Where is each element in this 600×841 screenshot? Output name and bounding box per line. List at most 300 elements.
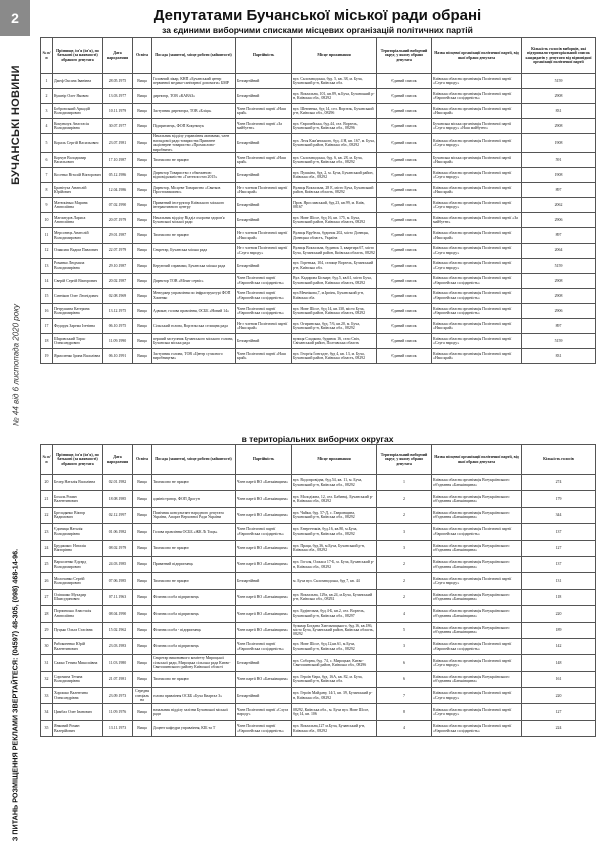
table-row (41, 228, 596, 243)
table-row (41, 213, 596, 228)
table-cell: вул. Склозаводська, буд. 6, кв. 28, м. Буча, Бучанський р-н, Київська обл., 08292 (292, 153, 377, 168)
table-row (41, 589, 596, 605)
section2-title: в територіальних виборчих округах (241, 434, 394, 444)
table-cell: 137 (522, 556, 596, 572)
table-row (41, 556, 596, 572)
table-cell: Оляксиш Вадим Павлович (53, 243, 103, 258)
table-cell: 179 (522, 491, 596, 507)
table-cell: 2 (377, 573, 432, 589)
table-cell: 24 (41, 540, 53, 556)
table-cell: 1908 (522, 134, 596, 153)
table-cell: Київська обласна організація Політичної партії «Європейська солідарність» (432, 89, 522, 104)
table-cell: Ярмоленко Ірина Василівна (53, 349, 103, 364)
table-cell: Вища (133, 134, 152, 153)
table-cell: Член партії ВО «Батьківщина» (236, 671, 292, 687)
table-cell: Не є членом Політичної партії «Наш край» (236, 183, 292, 198)
table2-header-cell: № п/п (41, 445, 53, 475)
table-cell: Вища (133, 288, 152, 303)
table-cell: Безпартійний (236, 258, 292, 273)
table-cell: Член Політичної партії «Наш край» (236, 153, 292, 168)
table-cell: 01.06.1982 (103, 524, 133, 540)
table-cell: 21 (41, 491, 53, 507)
table-row (41, 606, 596, 622)
table-cell: Київська обласна організація Політичної партії «Європейська солідарність» (432, 303, 522, 318)
table-cell: Київська обласна організація Політичної партії «Наш край» (432, 183, 522, 198)
table-cell: Єдиний список (377, 134, 432, 153)
table-cell: 13 (41, 258, 53, 273)
table-cell: Вища (133, 589, 152, 605)
table-cell: Сверій Сергій Вікторович (53, 273, 103, 288)
table-cell: 08292, Київська обл., м. Буча вул. Нове Шосе, буд 14, кв. 106 (292, 704, 377, 720)
table1-header-row (41, 38, 596, 74)
table-cell: 08.02.1979 (103, 540, 133, 556)
table-cell: Вища (133, 168, 152, 183)
table-cell: 5 (41, 134, 53, 153)
table-cell: начальник відділу залізни Бучанської міської ради (152, 704, 236, 720)
table-row (41, 273, 596, 288)
table-cell: Єдиний список (377, 119, 432, 134)
table-cell: Кокуньчук Анастасія Володимирівна (53, 119, 103, 134)
table-cell: 12 (41, 243, 53, 258)
table-cell: Вища (133, 89, 152, 104)
table-cell: Київська обласна організація Всеукраїнського об'єднання «Батьківщина» (432, 491, 522, 507)
table-cell: Безпартійний (236, 334, 292, 349)
table1-header-cell: Дата народження (103, 38, 133, 74)
table-cell: 2906 (522, 303, 596, 318)
table-cell: Бобровський Аркадій Володимирович (53, 104, 103, 119)
table-cell: вулиця Сладкова, будинок 16, село Свіч, Свічанський район, Полтавська область (292, 334, 377, 349)
table-cell: 2908 (522, 273, 596, 288)
table-cell: Молочанко Сергій Володимирович (53, 573, 103, 589)
table-cell: вул.Мечнікова,7, м.Ірпінь, Бучанський р-н, Київська обл. (292, 288, 377, 303)
table-cell: Тимчасово не працює (152, 228, 236, 243)
table-cell: перший заступник Бучанського міського голови, Бучанська міська рада (152, 334, 236, 349)
side-ad-text: З ПИТАНЬ РОЗМІЩЕННЯ РЕКЛАМИ ЗВЕРТАЙТЕСЯ: (04597) 48-305, (098) 468-14-96. (10, 548, 20, 841)
table-cell: Вища (133, 303, 152, 318)
page-subtitle: за єдиними виборчими списками місцевих організацій політичних партій (162, 25, 473, 35)
table-cell: Єдиниця Наталія Володимирівна (53, 524, 103, 540)
table2-header-cell: Місце проживання (292, 445, 377, 475)
table1-header-cell: № п/п (41, 38, 53, 74)
table1-body (41, 74, 596, 364)
table-cell: 344 (522, 507, 596, 523)
table-cell: Директор ТОВ «Мічиг сервіс» (152, 273, 236, 288)
table-cell: вул. Соборна, буд. 74, с. Мироцьке, Києво-Святошинський район, Київська обл., 08296 (292, 655, 377, 671)
table-cell: вул. Шевченка, буд 14, сел. Ворзель, Бучанський р-н, Київська обл., 08296 (292, 104, 377, 119)
table-cell: Єдиний список (377, 334, 432, 349)
table-cell: Безпартійний (236, 89, 292, 104)
table-cell: 8 (377, 704, 432, 720)
table-cell: Янковий Роман Валерійович (53, 720, 103, 736)
table-cell: Вища (133, 491, 152, 507)
table-cell: Кушнір Олег Якович (53, 89, 103, 104)
table-cell: Пуцько Ольга Стасівна (53, 622, 103, 638)
table1-header-cell: Кількість голосів виборців, які підтримали територіальний список кандидатів у депутати від відповідної організації політичної партії (522, 38, 596, 74)
table-cell: 28 (41, 606, 53, 622)
table-cell: 7 (41, 168, 53, 183)
table-cell: 5159 (522, 74, 596, 89)
table-cell: Вища (133, 228, 152, 243)
table-cell: Член Політичної партії «Європейська солідарність» (236, 273, 292, 288)
table-cell: Вища (133, 153, 152, 168)
table-cell: 6 (377, 655, 432, 671)
table-cell: 2 (377, 507, 432, 523)
table-row (41, 198, 596, 213)
table-cell: Шаровський Тарас Олександрович (53, 334, 103, 349)
table-cell: 131 (522, 573, 596, 589)
table-cell: вул. Молодіжна, 12, сел. Бабинці, Бучанський р-н, Київська обл., 08292 (292, 491, 377, 507)
table-cell: вул. Горенька, 104, селище Ворзель, Бучанський р-н, Київська обл. (292, 258, 377, 273)
table-cell: Київська обласна організація Всеукраїнського об'єднання «Батьківщина» (432, 540, 522, 556)
table-cell: Голова правління ОСББ «ЖК Лі Тиць» (152, 524, 236, 540)
table-cell: 224 (522, 720, 596, 736)
table-cell: Київська обласна організація Всеукраїнського об'єднання «Батьківщина» (432, 671, 522, 687)
table-cell: Директор, Місцеве Товариство «Святков Простоквашино» (152, 183, 236, 198)
table-row (41, 74, 596, 89)
table-row (41, 119, 596, 134)
table-cell: Вища (133, 273, 152, 288)
table-cell: 29.01.1987 (103, 228, 133, 243)
table-cell: 16 (41, 303, 53, 318)
table-cell: Пров. Ярославський, буд.23, кв.99, м. Київ, 08167 (292, 198, 377, 213)
table-cell: 2908 (522, 288, 596, 303)
table-cell: Вища (133, 540, 152, 556)
table-cell: 11.09.1990 (103, 334, 133, 349)
table-cell: Директор Товариство з обмеженою відповідальністю «Газтехпостач 2015» (152, 168, 236, 183)
table-cell: 1908 (522, 168, 596, 183)
table-cell: Єдиний список (377, 74, 432, 89)
table-cell: Петрушина Катерина Володимирівна (53, 303, 103, 318)
table-cell: 831 (522, 104, 596, 119)
table-row (41, 104, 596, 119)
table-cell: 13.11.1973 (103, 720, 133, 736)
table-cell: Член партії ВО «Батьківщина» (236, 556, 292, 572)
table-cell: 19 (41, 349, 53, 364)
table-cell: м. Буча вул. Склозаводська, буд 7, кв. 44 (292, 573, 377, 589)
table-cell: 13.12.1975 (103, 303, 133, 318)
table-cell: Член Політичної партії «Європейська солідарність» (236, 638, 292, 654)
table-cell: Косенко Віталій Вікторович (53, 168, 103, 183)
table-cell: Київська обласна організація Політичної партії «Наш край» (432, 319, 522, 334)
table-cell: 9 (41, 198, 53, 213)
table-cell: вул. Чайки, буд. 57-Д, с. Гавронщина, Бучанський р-н, Київська обл., 08292 (292, 507, 377, 523)
table-row (41, 524, 596, 540)
table-cell: Єдиний список (377, 258, 432, 273)
table-cell: Безпартійний (236, 74, 292, 89)
table-cell: 897 (522, 319, 596, 334)
table-cell: Фізична особа підприємець (152, 606, 236, 622)
table-cell: вул. Праця, буд.36, м.Буча, Бучанський р-н, Київська обл., 08292 (292, 540, 377, 556)
table-cell: Єдиний список (377, 198, 432, 213)
table-cell: Вища (133, 119, 152, 134)
table-cell: Заступник директора, ТОВ «Бліца» (152, 104, 236, 119)
table-cell: Порчинська Анастасія Анатоліївна (53, 606, 103, 622)
table-cell: Керуючий справами, Бучанська міська рада (152, 258, 236, 273)
issue-text: № 44 від 6 листопада 2020 року (11, 304, 21, 426)
table2-header-cell: Територіальний виборчий округ, у якому обрано депутата (377, 445, 432, 475)
table-cell: 22.07.1979 (103, 243, 133, 258)
table-cell: 17.10.1987 (103, 153, 133, 168)
table-cell: Київська обласна організація Всеукраїнського об'єднання «Батьківщина» (432, 622, 522, 638)
table-cell: вул. Леся Кам'янського, буд. 4 Н, кв. 167, м. Буча, Бучанський район, Київська обл., 08292 (292, 134, 377, 153)
table-cell: Бруджикос Наталія Вікторівна (53, 540, 103, 556)
table-cell: бульвар Богдана Хмельницького, буд.16, кв.186, місто Буча, Бучанський район, Київська область, 08292 (292, 622, 377, 638)
brand-text: БУЧАНСЬКІ НОВИНИ (10, 65, 22, 185)
table-cell: Белер Наталія Василівна (53, 475, 103, 491)
table-row (41, 704, 596, 720)
table-cell: 24.03.1985 (103, 556, 133, 572)
table-row (41, 89, 596, 104)
table-cell: Корчун Володимир Васильович (53, 153, 103, 168)
table-cell: Київська обласна організація Всеукраїнського об'єднання «Батьківщина» (432, 606, 522, 622)
table-cell: Київська обласна організація Політичної партії «Слуга народу» (432, 704, 522, 720)
table-cell: Вища (133, 475, 152, 491)
table-cell: 07.02.1990 (103, 198, 133, 213)
table-cell: Федорук Зарема Ізетівна (53, 319, 103, 334)
table-cell: Рябоконенко Юрій Валентинович (53, 638, 103, 654)
table-cell: 2 (377, 491, 432, 507)
table-cell: вул. Водопровідна, буд.54, кв. 11, м. Буча, Бучанський р-н, Київська обл., 08292 (292, 475, 377, 491)
table-cell: Вища (133, 349, 152, 364)
table-cell: Київська обласна організація Всеукраїнського об'єднання «Батьківщина» (432, 507, 522, 523)
table-cell: Член Політичної партії «Європейська солідарність» (236, 524, 292, 540)
table-cell: 2908 (522, 89, 596, 104)
table-cell: 2906 (522, 213, 596, 228)
table-cell: 11.09.1976 (103, 704, 133, 720)
table-cell: Київська обласна організація Політичної партії «Наш край» (432, 228, 522, 243)
table-cell: Київська обласна організація Політичної партії «Слуга народу» (432, 573, 522, 589)
table1-header-cell: Посада (заняття), місце роботи (зайнятості) (152, 38, 236, 74)
table-cell: Приватний підприємець (152, 556, 236, 572)
table2-header-cell: Освіта (133, 445, 152, 475)
table-cell: 3 (377, 540, 432, 556)
table-cell: Єдиний список (377, 349, 432, 364)
table-cell: Бучанська міська організація Політичної партії «Слуга народу» «Наш майбутнє» (432, 119, 522, 134)
table-cell: Київська обласна організація Політичної партії «Слуга народу» (432, 258, 522, 273)
table-cell: 5159 (522, 258, 596, 273)
table-cell: Київська обласна організація Політичної партії «Слуга народу» (432, 74, 522, 89)
table-cell: Член партії ВО «Батьківщина» (236, 589, 292, 605)
table-row (41, 507, 596, 523)
table-cell: Член Політичної партії «Європейська солідарність» (236, 720, 292, 736)
table-cell: Вища (133, 556, 152, 572)
table-cell: 11.03.1980 (103, 655, 133, 671)
table-cell: 22 (41, 507, 53, 523)
table-cell: Бранітуха Анатолій Юрійович (53, 183, 103, 198)
table-cell: Єдиний список (377, 288, 432, 303)
table-cell: 32 (41, 671, 53, 687)
table-cell: Начальник відділу Відділ охорони здоров'я Бучанської міської ради (152, 213, 236, 228)
table-cell: Київська обласна організація Політичної партії «Європейська солідарність» (432, 720, 522, 736)
table-cell: Вища (133, 704, 152, 720)
table2-header-cell: Партійність (236, 445, 292, 475)
table-cell: Секретар виконавчого комітету Мироцької сільської ради, Мироцька сільська рада Києво-Святошинського району Київської області (152, 655, 236, 671)
table-cell: 30.07.1977 (103, 119, 133, 134)
table-cell: Безпартійний (236, 688, 292, 704)
table-cell: Безпартійний (236, 655, 292, 671)
party-list-deputies-table (40, 37, 596, 364)
table-cell: Член Політичної партії «Європейська солідарність» (236, 303, 292, 318)
table-cell: Київська обласна організація Політичної партії «Слуга народу» (432, 243, 522, 258)
table-cell: Не є членом Політичної партії «Наш край» (236, 319, 292, 334)
table-cell: Київська обласна організація Політичної партії «Слуга народу» (432, 334, 522, 349)
table-cell: Вулиця Врубеля, будинок 202, місто Донецьк, Донецька область, Україна (292, 228, 377, 243)
table-cell: 15 (41, 288, 53, 303)
table-cell: 20.02.1987 (103, 273, 133, 288)
table2-header-cell: Посада (заняття), місце роботи (зайнятості) (152, 445, 236, 475)
table-cell: Секретар, Бучанська міська рада (152, 243, 236, 258)
table-cell: 18.08.1985 (103, 491, 133, 507)
table-cell: 3 (377, 524, 432, 540)
table-cell: вул. Георгія Ґонгадзе, буд 4, кв. 13, м. Буча, Бучанський район, Київська область, 08292 (292, 349, 377, 364)
table-cell: 33 (41, 688, 53, 704)
table-cell: голова правління ОСББ «Буча Квартал 3» (152, 688, 236, 704)
table2-header-cell: Назва місцевої організації політичної партії, від якої обрано депутата (432, 445, 522, 475)
table-row (41, 134, 596, 153)
table-cell: вул. Склозаводська, буд. 5, кв. 38, м. Буча, Бучанський р-н, Київська обл. (292, 74, 377, 89)
table-cell: Цимбал Олег Іванович (53, 704, 103, 720)
table-cell: Єдиний список (377, 273, 432, 288)
table-cell: Київська обласна організація Політичної партії «Слуга народу» (432, 655, 522, 671)
table-cell: 7 (377, 688, 432, 704)
table-cell: Не є членом Політичної партії «Наш край» (236, 228, 292, 243)
table-cell: Сажко Тетяна Миколаївна (53, 655, 103, 671)
table-cell: 13.03.1977 (103, 89, 133, 104)
table-cell: Київська обласна організація Політичної партії «Слуга народу» (432, 198, 522, 213)
table-cell: Фізична особа - підприємець (152, 622, 236, 638)
table-cell: 34 (41, 704, 53, 720)
table-cell: 26 (41, 573, 53, 589)
table-cell: 29 (41, 622, 53, 638)
table-cell: 4 (41, 119, 53, 134)
table-cell: Єдиний список (377, 213, 432, 228)
table-cell: Член Політичної партії «Слуга народу» (236, 704, 292, 720)
table-cell: Член партії ВО «Батьківщина» (236, 475, 292, 491)
page-number: 2 (0, 0, 30, 36)
table-cell: Вища (133, 334, 152, 349)
table-cell: Вища (133, 198, 152, 213)
table-row (41, 671, 596, 687)
table-cell: 17 (41, 319, 53, 334)
table-cell: вул. Героїв Євра, буд. 16А, кв. 82, м. Буча, Бучанський р-н, Київська обл. (292, 671, 377, 687)
table-cell: 25 (41, 556, 53, 572)
table-cell: Не є членом Політичної партії «Слуга народу» (236, 243, 292, 258)
table-cell: Член партії ВО «Батьківщина» (236, 606, 292, 622)
side-advertisement (0, 548, 30, 841)
table-cell: 591 (522, 153, 596, 168)
table-cell: 23.03.1983 (103, 638, 133, 654)
table2-header-cell: Прізвище, ім'я (ім'я), по батькові (за наявності) обраного депутата (53, 445, 103, 475)
table-cell: вул. Пушкіна, буд. 2, м. Буча, Бучанський район, Київська обл., 08292 (292, 168, 377, 183)
table-cell: Бохаль Роман Валентинович (53, 491, 103, 507)
table-cell: вул. Будівельна, буд 4-Б, кв.2, сел. Ворзель, Бучанський р-н, Київська обл., 08297 (292, 606, 377, 622)
table-cell: вул. Гоголя, Олжаса 17-Б, м. Буча, Бучанський р-н, Київська обл., 08292 (292, 556, 377, 572)
table-cell: Вища (133, 74, 152, 89)
table-cell: Вища (133, 573, 152, 589)
table-cell: вул. Нове Шосе, буд 14, кв.130, місто Буча, Бучанський район, Київська область, 08292 (292, 303, 377, 318)
table-cell: Вища (133, 638, 152, 654)
table-cell: Сільський голова, Ворзельська селищна рада (152, 319, 236, 334)
table-row (41, 319, 596, 334)
table-cell: Сорочина Тетяна Володимирівна (53, 671, 103, 687)
table-cell: вул. Європейська, буд.44, сел. Ворзель, Бучанський р-н, Київська обл., 08296 (292, 119, 377, 134)
table-cell: 06.10.1975 (103, 319, 133, 334)
table-cell: 4 (377, 606, 432, 622)
table1-header-cell: Територіальний виборчий округ, у якому обрано депутата (377, 38, 432, 74)
table-cell: 18 (41, 334, 53, 349)
table-cell: 02.12.1997 (103, 507, 133, 523)
table-row (41, 720, 596, 736)
table-cell: Єдиний список (377, 153, 432, 168)
table-cell: Тимчасово не працює (152, 671, 236, 687)
table-cell: 897 (522, 183, 596, 198)
table-row (41, 153, 596, 168)
table-cell: 2062 (522, 198, 596, 213)
table-cell: 8 (41, 183, 53, 198)
table2-header-cell: Кількість голосів (522, 445, 596, 475)
table-cell: 12.04.1986 (103, 183, 133, 198)
table-cell: Вища (133, 183, 152, 198)
table-cell: Фізична особа підприємець (152, 589, 236, 605)
table-cell: Головний лікар, КНП «Бучанський центр первинної медико-санітарної допомоги» БМР (152, 74, 236, 89)
table-cell: Київська обласна організація Політичної партії «Слуга народу» (432, 688, 522, 704)
table-cell: вул. Огиринська, буд. 7/6, кв.20, м. Буча, Бучанський р-н, Київська обл., 08292 (292, 319, 377, 334)
table1-header-cell: Прізвище, ім'я (ім'я), по батькові (за наявності) обраного депутата (53, 38, 103, 74)
table-cell: Київська обласна організація Політичної партії «Європейська солідарність» (432, 288, 522, 303)
table-cell: Член Політичної партії «Європейська солідарність» (236, 288, 292, 303)
table-cell: Член партії ВО «Батьківщина» (236, 622, 292, 638)
table-cell: 127 (522, 540, 596, 556)
table-cell: Безпартійний (236, 134, 292, 153)
table-cell: 07.11.1963 (103, 589, 133, 605)
table-cell: Вулиця Вокзальна, 28 Е, місто Буча, Бучанський район, Київська область, 08292 (292, 183, 377, 198)
table-cell: 161 (522, 671, 596, 687)
table-cell: 15.02.1962 (103, 622, 133, 638)
table-cell: Єдиний список (377, 89, 432, 104)
newspaper-brand (2, 50, 30, 200)
table-cell: 20 (41, 475, 53, 491)
table-cell: Доцент кафедри управління, КІБ та Т (152, 720, 236, 736)
table-cell: Безпартійний (236, 213, 292, 228)
table-cell: Начальник відділу управління активами, член наглядової ради товариства Приватне акціонерне товариство «Промислово-виробниче» (152, 134, 236, 153)
table-cell: 189 (522, 622, 596, 638)
table-row (41, 475, 596, 491)
table-cell: Київська обласна організація Політичної партії «Європейська солідарність» (432, 524, 522, 540)
table-cell: Київська обласна організація Політичної партії «Слуга народу» (432, 134, 522, 153)
table-cell: Вул. Кадирова Бісмарт, буд.5, кв.61, місто Буча, Бучанський район, Київська область, 08292 (292, 273, 377, 288)
table2-body (41, 475, 596, 737)
table-cell: Київська обласна організація Політичної партії «Європейська солідарність» (432, 273, 522, 288)
table-cell: Помічник консультант народного депутата України, Апарат Верховної Ради України (152, 507, 236, 523)
table-cell: вул. Вокзальна, 129а, кв.24, м.Буча, Бучанський р-н, Київська обл., 08292 (292, 589, 377, 605)
table-cell: 2908 (522, 119, 596, 134)
table-cell: Київська обласна організація Всеукраїнського об'єднання «Батьківщина» (432, 589, 522, 605)
table-cell: 23 (41, 524, 53, 540)
table-cell: Вархоленко Едуард Володимирович (53, 556, 103, 572)
table-cell: вул. Енергетиків, буд.16, кв.80, м.Буча, Бучанський р-н, Київська обл., 08292 (292, 524, 377, 540)
table-cell: Єдиний список (377, 303, 432, 318)
table1-header-cell: Освіта (133, 38, 152, 74)
table-cell: Оліпашко Мухадир Шамсудинович (53, 589, 103, 605)
table-row (41, 258, 596, 273)
table-row (41, 349, 596, 364)
table-cell: вул. Героїв Майдану, 14/1, кв. 39, Бучанський р-н, Київська обл., 08292 (292, 688, 377, 704)
table-cell: 14 (41, 273, 53, 288)
table-row (41, 638, 596, 654)
table-cell: Єдиний список (377, 243, 432, 258)
table-cell: Вища (133, 524, 152, 540)
table-cell: 3 (41, 104, 53, 119)
